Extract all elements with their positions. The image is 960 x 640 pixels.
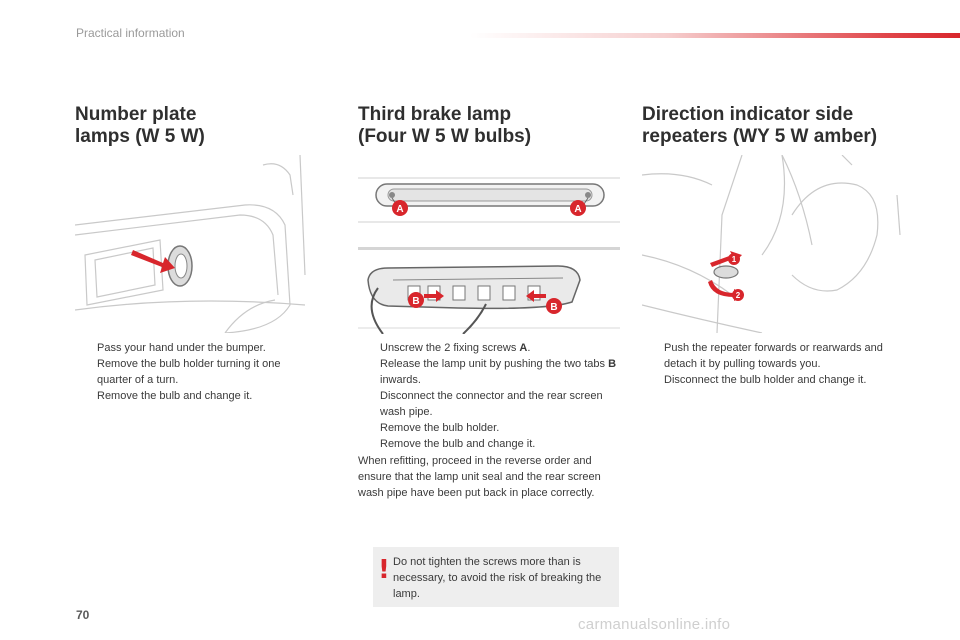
number-plate-steps: [75, 340, 315, 404]
label-b-left: B: [412, 296, 420, 307]
direction-indicator-title-line1: Direction indicator side: [642, 104, 854, 125]
direction-indicator-steps: [642, 340, 902, 388]
list-item: Disconnect the connector and the rear screen wash pipe.: [380, 390, 603, 418]
third-brake-lamp-steps: [358, 340, 620, 452]
list-item: Disconnect the bulb holder and change it.: [664, 374, 867, 386]
page-number: 70: [76, 608, 90, 622]
list-item: Remove the bulb and change it.: [97, 390, 253, 402]
list-item: Remove the bulb and change it.: [380, 438, 536, 450]
label-1: 1: [731, 255, 737, 264]
third-brake-lamp-title: [358, 104, 531, 148]
figure-divider: [358, 247, 620, 250]
list-item: Remove the bulb holder turning it one quarter of a turn.: [97, 358, 281, 386]
direction-indicator-title-line2: repeaters (WY 5 W amber): [642, 126, 878, 147]
label-a-left: A: [396, 204, 404, 215]
repeater-lamp-icon: [714, 266, 738, 278]
list-item: Release the lamp unit by pushing the two tabs B inwards.: [380, 358, 617, 386]
number-plate-title: [75, 104, 205, 148]
brake-lamp-rear-illustration: [358, 258, 620, 334]
refitting-note: When refitting, proceed in the reverse order and ensure that the lamp unit seal and the rear screen wash pipe have been put back in place correctly.: [358, 455, 601, 499]
label-a-right: A: [574, 204, 582, 215]
number-plate-title-line1: Number plate: [75, 104, 197, 125]
list-item: Push the repeater forwards or rearwards and detach it by pulling towards you.: [664, 342, 883, 370]
warning-text: Do not tighten the screws more than is necessary, to avoid the risk of breaking the lamp.: [393, 556, 602, 600]
warning-box: [373, 547, 619, 607]
list-item: Remove the bulb holder.: [380, 422, 500, 434]
number-plate-title-line2: lamps (W 5 W): [75, 126, 205, 147]
number-plate-lamp-illustration: [75, 155, 310, 333]
warning-icon: !: [378, 555, 390, 585]
list-item: Unscrew the 2 fixing screws A.: [380, 342, 531, 354]
side-repeater-illustration: [642, 155, 904, 333]
list-item: Pass your hand under the bumper.: [97, 342, 266, 354]
direction-indicator-title: [642, 104, 877, 148]
section-header: Practical information: [76, 26, 185, 40]
header-accent-bar: [470, 33, 960, 38]
label-b-right: B: [550, 302, 558, 313]
watermark: carmanualsonline.info: [578, 616, 731, 633]
third-brake-lamp-title-line1: Third brake lamp: [358, 104, 512, 125]
third-brake-lamp-title-line2: (Four W 5 W bulbs): [358, 126, 532, 147]
label-2: 2: [735, 291, 741, 300]
brake-lamp-front-illustration: [358, 170, 620, 230]
